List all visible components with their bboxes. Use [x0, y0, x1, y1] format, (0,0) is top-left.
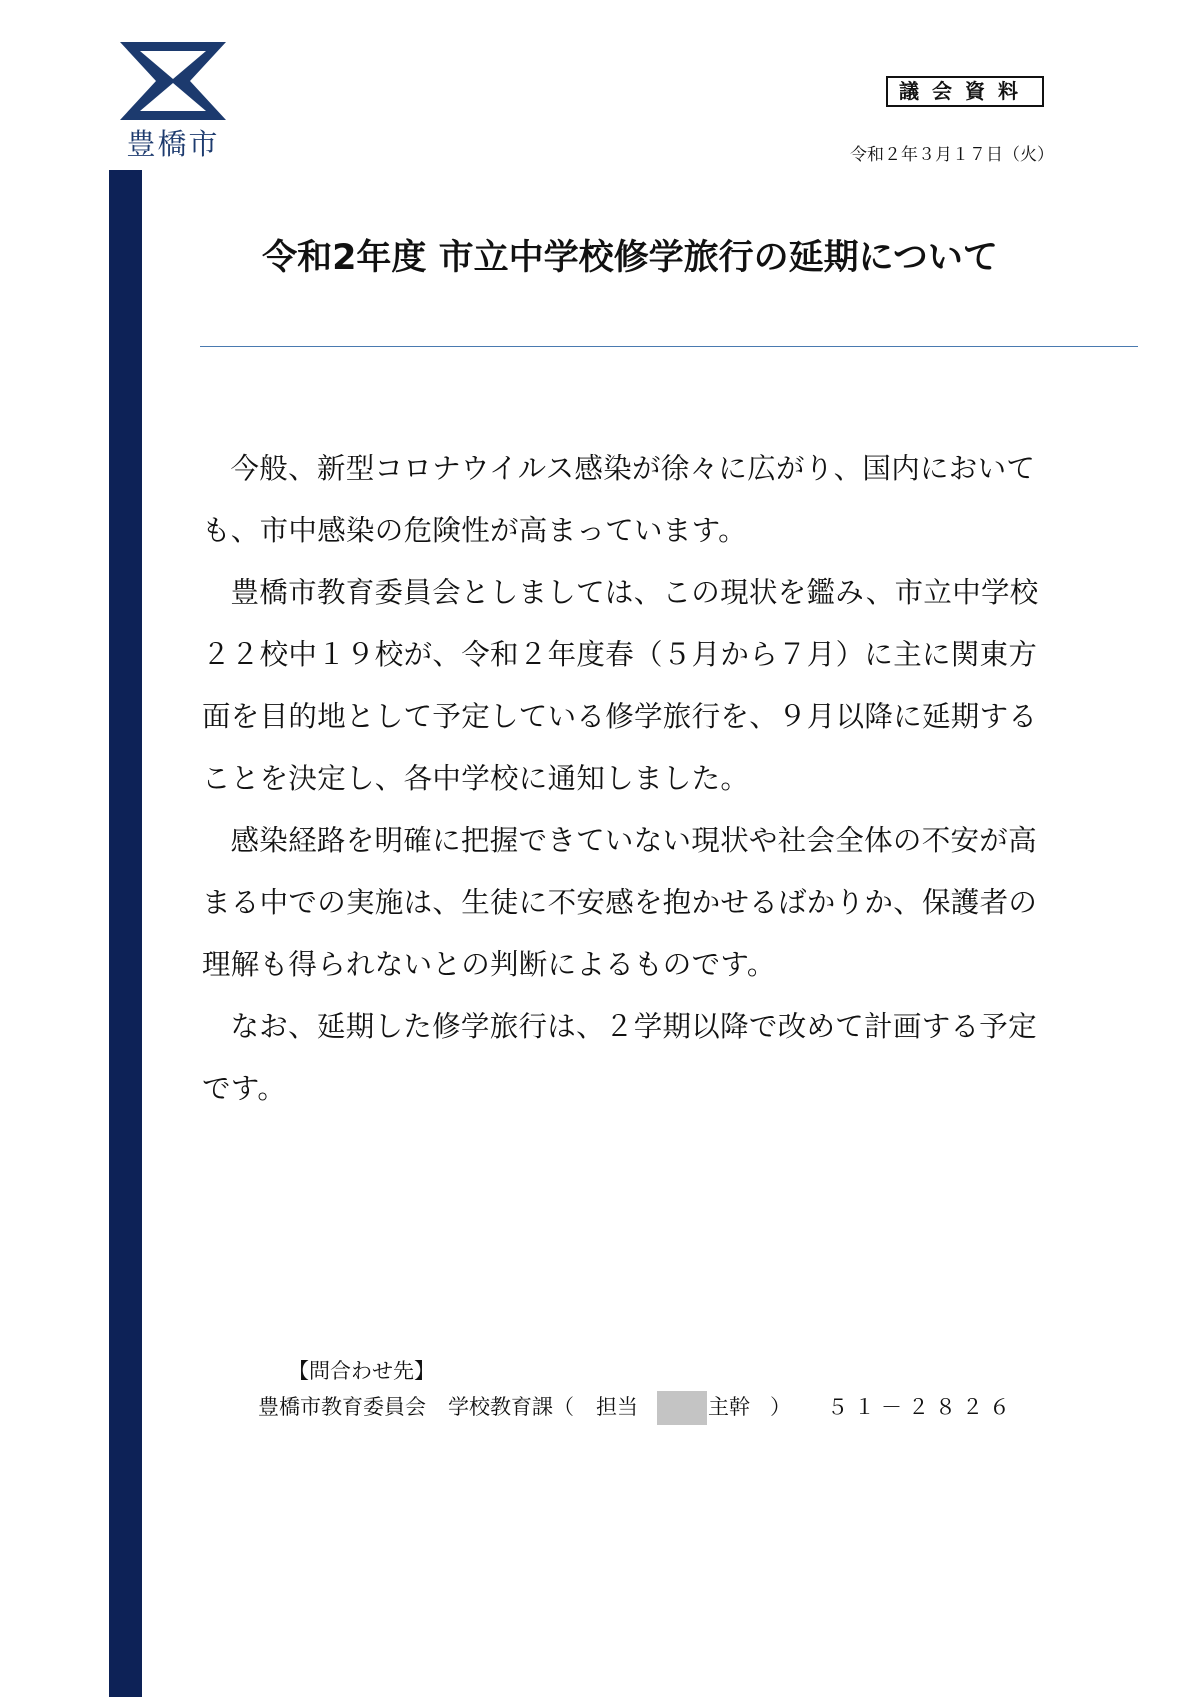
body-paragraph: 今般、新型コロナウイルス感染が徐々に広がり、国内においても、市中感染の危険性が高まっています。	[202, 452, 1036, 547]
body-paragraph: 感染経路を明確に把握できていない現状や社会全体の不安が高まる中での実施は、生徒に不安感を抱かせるばかりか、保護者の理解も得られないとの判断によるものです。	[202, 824, 1038, 981]
contact-department: 学校教育課（	[448, 1395, 574, 1419]
body-paragraph: 豊橋市教育委員会としましては、この現状を鑑み、市立中学校２２校中１９校が、令和２年度春（５月から７月）に主に関東方面を目的地として予定している修学旅行を、９月以降に延期することを決定し、各中学校に通知しました。	[202, 576, 1039, 795]
logo-text: 豊橋市	[126, 127, 220, 161]
redacted-name	[657, 1391, 707, 1425]
title-divider	[200, 346, 1138, 347]
contact-organization: 豊橋市教育委員会	[258, 1395, 426, 1419]
contact-position: 主幹	[708, 1395, 750, 1419]
contact-heading: 【問合わせ先】	[288, 1359, 435, 1383]
sidebar-accent-bar	[109, 170, 142, 1697]
document-body	[202, 438, 1062, 1120]
contact-person-label: 担当	[596, 1395, 638, 1419]
contact-phone: ５１－２８２６	[827, 1395, 1016, 1419]
document-label: 議会資料	[886, 76, 1044, 107]
city-logo	[120, 42, 226, 161]
document-date: 令和２年３月１７日（火）	[850, 145, 1054, 165]
document-title: 令和2年度 市立中学校修学旅行の延期について	[262, 238, 998, 278]
contact-section	[258, 1355, 1016, 1425]
city-emblem-icon	[120, 42, 226, 120]
body-paragraph: なお、延期した修学旅行は、２学期以降で改めて計画する予定です。	[202, 1010, 1037, 1105]
contact-line	[258, 1391, 1016, 1425]
contact-close: ）	[770, 1395, 791, 1419]
